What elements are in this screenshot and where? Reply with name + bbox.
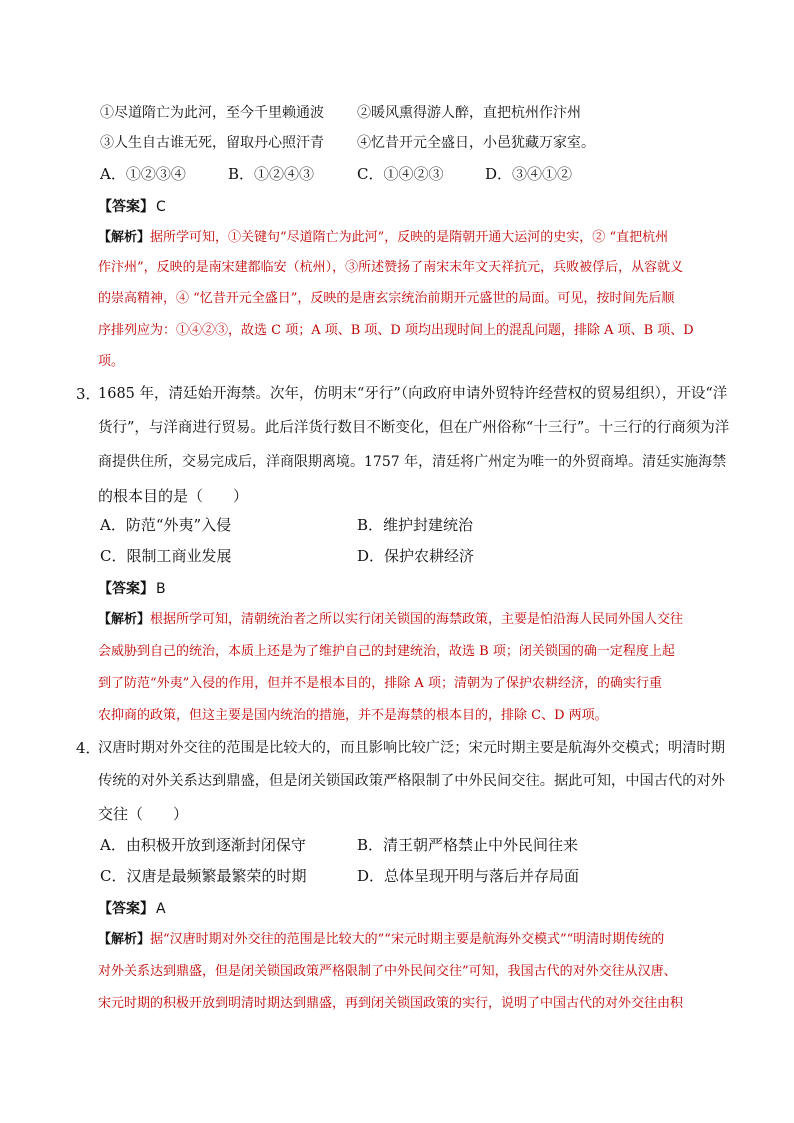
explanation-label: 【解析】	[98, 230, 151, 245]
answer-label: 【答案】	[98, 581, 154, 597]
q2-answer	[98, 197, 166, 217]
q3-explanation-line-4: 农抑商的政策，但这主要是国内统治的措施，并不是海禁的根本目的，排除 C、D 两项。	[98, 708, 608, 723]
q4-stem-line-1: 汉唐时期对外交往的范围是比较大的，而且影响比较广泛；宋元时期主要是航海外交模式；明清时期	[98, 740, 726, 756]
q4-option-d[interactable]: D．总体呈现开明与落后并存局面	[357, 867, 580, 885]
q2-explanation-line-3: 的崇高精神，④ “忆昔开元全盛日”，反映的是唐玄宗统治前期开元盛世的局面。可见，按时间先后顺	[98, 291, 675, 306]
q2-option-c[interactable]: C．①④②③	[357, 165, 444, 183]
q3-explanation-line-3: 到了防范“外夷”入侵的作用，但并不是根本目的，排除 A 项；清朝为了保护农耕经济，的确实行重	[98, 676, 662, 691]
answer-value: B	[156, 581, 166, 597]
q2-option-a[interactable]: A．①②③④	[100, 165, 186, 183]
q4-explanation-line-2: 对外关系达到鼎盛，但是闭关锁国政策严格限制了中外民间交往”可知，我国古代的对外交往从汉唐、	[98, 964, 677, 979]
poem-2: ②暖风熏得游人醉，直把杭州作汴州	[357, 105, 581, 121]
q3-explanation-line-1: 【解析】根据所学可知，清朝统治者之所以实行闭关锁国的海禁政策，主要是怕沿海人民同外国人交往	[98, 612, 684, 627]
q2-explanation-line-5: 项。	[98, 354, 125, 369]
q2-explanation-line-4: 序排列应为：①④②③，故选 C 项；A 项、B 项、D 项均出现时间上的混乱问题，排除 A 项、B 项、D	[98, 323, 694, 338]
q2-explanation-line-2: 作汴州”，反映的是南宋建都临安（杭州），③所述赞扬了南宋末年文天祥抗元，兵败被俘后，从容就义	[98, 260, 684, 275]
q4-option-a[interactable]: A．由积极开放到逐渐封闭保守	[100, 836, 306, 854]
answer-label: 【答案】	[98, 199, 154, 215]
q3-stem-line-2: 货行”，与洋商进行贸易。此后洋货行数目不断变化，但在广州俗称“十三行”。十三行的行商须为洋	[98, 420, 730, 436]
q2-option-d[interactable]: D．③④①②	[485, 165, 573, 183]
q3-explanation-line-2: 会威胁到自己的统治，本质上还是为了维护自己的封建统治，故选 B 项；闭关锁国的确一定程度上起	[98, 644, 675, 659]
q4-explanation-line-1: 【解析】据“汉唐时期对外交往的范围是比较大的”“宋元时期主要是航海外交模式”“明清时期传统的	[98, 932, 665, 947]
q4-stem-line-2: 传统的对外关系达到鼎盛，但是闭关锁国政策严格限制了中外民间交往。据此可知，中国古代的对外	[98, 773, 726, 789]
q2-explanation-line-1: 【解析】据所学可知，①关键句“尽道隋亡为此河”，反映的是隋朝开通大运河的史实，② “直把杭州	[98, 230, 669, 245]
q3-stem-line-4: 的根本目的是（ ）	[98, 487, 249, 505]
q4-option-c[interactable]: C．汉唐是最频繁最繁荣的时期	[100, 867, 307, 885]
answer-label: 【答案】	[98, 901, 154, 917]
poem-1: ①尽道隋亡为此河，至今千里赖通波	[100, 105, 324, 121]
q3-number: 3．	[76, 385, 101, 403]
answer-value: A	[156, 901, 166, 917]
q4-option-b[interactable]: B．清王朝严格禁止中外民间往来	[357, 836, 579, 854]
q3-option-d[interactable]: D．保护农耕经济	[357, 547, 475, 565]
answer-value: C	[156, 199, 166, 215]
q4-number: 4．	[76, 739, 101, 757]
q4-answer	[98, 899, 166, 919]
q3-option-a[interactable]: A．防范“外夷”入侵	[100, 516, 232, 534]
explanation-label: 【解析】	[98, 612, 151, 627]
q4-explanation-line-3: 宋元时期的积极开放到明清时期达到鼎盛，再到闭关锁国政策的实行，说明了中国古代的对外交往由积	[98, 996, 684, 1011]
q3-answer	[98, 579, 166, 599]
q4-stem-line-3: 交往（ ）	[98, 805, 189, 823]
explanation-label: 【解析】	[98, 932, 151, 947]
q3-stem-line-3: 商提供住所，交易完成后，洋商限期离境。1757 年，清廷将广州定为唯一的外贸商埠。清廷实施海禁	[98, 454, 727, 470]
poem-4: ④忆昔开元全盛日，小邑犹藏万家室。	[357, 135, 595, 151]
q3-stem-line-1: 1685 年，清廷始开海禁。次年，仿明末“牙行”（向政府申请外贸特许经营权的贸易组织），开设“洋	[98, 386, 728, 402]
q3-option-b[interactable]: B．维护封建统治	[357, 516, 474, 534]
poem-3: ③人生自古谁无死，留取丹心照汗青	[100, 135, 324, 151]
q2-option-b[interactable]: B．①②④③	[228, 165, 315, 183]
q3-option-c[interactable]: C．限制工商业发展	[100, 547, 232, 565]
